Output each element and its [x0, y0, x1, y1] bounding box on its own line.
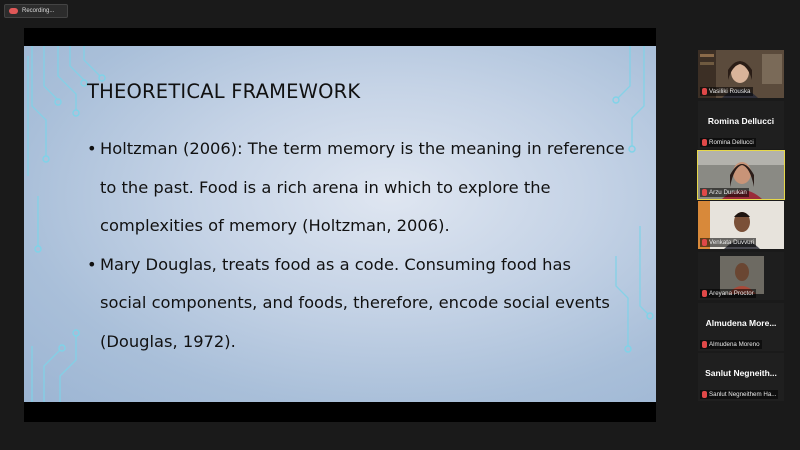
participant-tile[interactable] [698, 353, 784, 401]
bullet-line: social components, and foods, therefore, encode social events [100, 293, 610, 312]
participant-name-label: Romina Dellucci [700, 138, 756, 147]
participant-tile[interactable] [698, 50, 784, 98]
bullet-dot: • [87, 139, 97, 158]
cloud-record-icon [9, 8, 18, 14]
mic-muted-icon [702, 139, 707, 146]
recording-label: Recording... [22, 8, 55, 14]
bullet-line: Holtzman (2006): The term memory is the meaning in reference [100, 139, 625, 158]
bullet-line: Mary Douglas, treats food as a code. Consuming food has [100, 254, 571, 274]
participant-name-label: Venkata Duvvuri [700, 238, 756, 247]
bullet-dot: • [87, 254, 97, 274]
participant-name-label: Arzu Durukan [700, 188, 749, 197]
mic-muted-icon [702, 391, 707, 398]
mic-muted-icon [702, 341, 707, 348]
participant-display-name: Sanlut Negneith... [705, 368, 777, 378]
participant-display-name: Romina Dellucci [707, 116, 775, 126]
mic-muted-icon [702, 290, 707, 297]
participant-tile[interactable] [698, 303, 784, 351]
participant-name-label: Areyana Proctor [700, 289, 756, 298]
participant-name-label: Vasiliki Rouska [700, 87, 753, 96]
slide-bullet-1 [86, 130, 646, 246]
participant-tile-active-speaker[interactable] [698, 151, 784, 199]
bullet-line: complexities of memory (Holtzman, 2006). [100, 216, 450, 235]
slide-body [86, 130, 646, 361]
participant-display-name: Almudena More... [705, 318, 777, 328]
recording-indicator[interactable] [4, 4, 68, 18]
mic-muted-icon [702, 189, 707, 196]
participant-name-label: Almudena Moreno [700, 340, 762, 349]
bullet-line: to the past. Food is a rich arena in which to explore the [100, 177, 551, 197]
participant-tile[interactable] [698, 201, 784, 249]
participant-name-label: Sanlut Negneithem Ha... [700, 390, 778, 399]
slide-bullet-2 [86, 246, 646, 362]
participant-gallery[interactable] [692, 28, 794, 422]
participant-tile[interactable] [698, 101, 784, 149]
screen-share-area [24, 28, 656, 422]
bullet-line: (Douglas, 1972). [100, 331, 236, 351]
mic-muted-icon [702, 239, 707, 246]
slide-title: THEORETICAL FRAMEWORK [87, 80, 361, 103]
presentation-slide [24, 46, 656, 402]
mic-muted-icon [702, 88, 707, 95]
participant-tile[interactable] [698, 252, 784, 300]
